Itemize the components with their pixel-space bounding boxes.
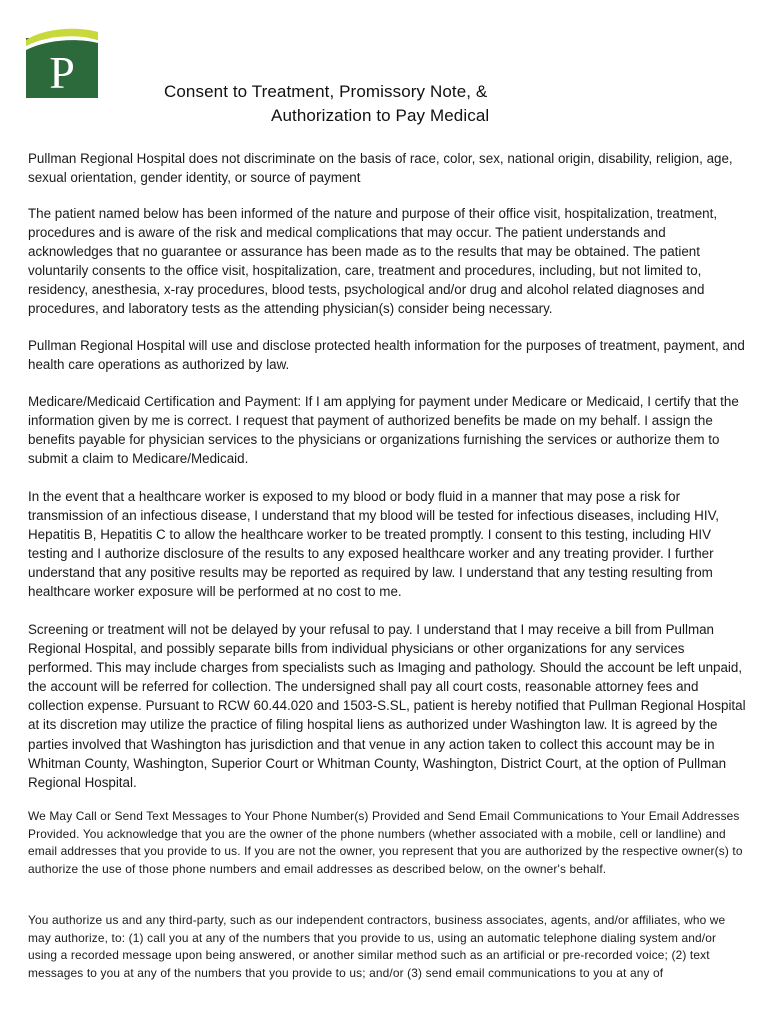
exposure-testing-paragraph: In the event that a healthcare worker is exposed to my blood or body fluid in a manner that may pose a risk for transmission of an infectious disease, I understand that my blood will be tested for infectious diseases, including HIV, Hepatitis B, Hepatitis C to allow the healthcare worker to be treated promptly. I consent to this testing, including HIV testing and I authorize disclosure of the results to any exposed healthcare worker and any treating provider. I further understand that any positive results may be reported as required by law. I understand that any testing resulting from healthcare worker exposure will be performed at no cost to me.	[28, 489, 719, 600]
logo-letter: P	[49, 47, 75, 98]
communications-paragraph: We May Call or Send Text Messages to Your Phone Number(s) Provided and Send Email Communications to Your Email Addresses Provided. You acknowledge that you are the owner of the phone numbers (whether associated with a mobile, cell or landline) and email addresses that you provide to us. If you are not the owner, you represent that you are authorized by the respective owner(s) to authorize the use of those phone numbers and email addresses as described below, on the owner's behalf.	[28, 809, 743, 876]
medicare-paragraph: Medicare/Medicaid Certification and Payment: If I am applying for payment under Medicare or Medicaid, I certify that the information given by me is correct. I request that payment of authorized benefits be made on my behalf. I assign the benefits payable for physician services to the physicians or organizations furnishing the services or authorize them to submit a claim to Medicare/Medicaid.	[28, 394, 739, 467]
title-line-1: Consent to Treatment, Promissory Note, &	[164, 82, 488, 101]
hospital-logo	[26, 26, 98, 98]
authorization-paragraph: You authorize us and any third-party, such as our independent contractors, business associates, agents, and/or affiliates, who we may authorize, to: (1) call you at any of the numbers that you provide to us, using an automatic telephone dialing system and/or using a recorded message upon being answered, or another similar method such as an artificial or pre-recorded voice; (2) text messages to you at any of the numbers that you provide to us; and/or (3) send email communications to you at any of	[28, 913, 726, 980]
payment-paragraph: Screening or treatment will not be delayed by your refusal to pay. I understand that I may receive a bill from Pullman Regional Hospital, and possibly separate bills from individual physicians or other organizations for any services performed. This may include charges from specialists such as Imaging and pathology. Should the account be left unpaid, the account will be referred for collection. The undersigned shall pay all court costs, reasonable attorney fees and collection expense. Pursuant to RCW 60.44.020 and 1503-S.SL, patient is hereby notified that Pullman Regional Hospital at its discretion may utilize the practice of filing hospital liens as authorized under Washington law. It is agreed by the parties involved that Washington has jurisdiction and that venue in any action taken to collect this account may be in Whitman County, Washington, Superior Court or Whitman County, Washington, District Court, at the option of Pullman Regional Hospital.	[28, 622, 746, 790]
title-line-2: Authorization to Pay Medical	[271, 106, 490, 125]
consent-paragraph: The patient named below has been informed of the nature and purpose of their office visit, hospitalization, treatment, procedures and is aware of the risk and medical complications that may occur. The patient understands and acknowledges that no guarantee or assurance has been made as to the results that may be obtained. The patient voluntarily consents to the office visit, hospitalization, care, treatment and procedures, including, but not limited to, residency, anesthesia, x-ray procedures, blood tests, psychological and/or drug and alcohol related diagnoses and procedures, and laboratory tests as the attending physician(s) consider being necessary.	[28, 206, 718, 317]
nondiscrimination-paragraph: Pullman Regional Hospital does not discriminate on the basis of race, color, sex, national origin, disability, religion, age, sexual orientation, gender identity, or source of payment	[28, 151, 733, 186]
privacy-paragraph: Pullman Regional Hospital will use and disclose protected health information for the purposes of treatment, payment, and health care operations as authorized by law.	[28, 338, 745, 373]
